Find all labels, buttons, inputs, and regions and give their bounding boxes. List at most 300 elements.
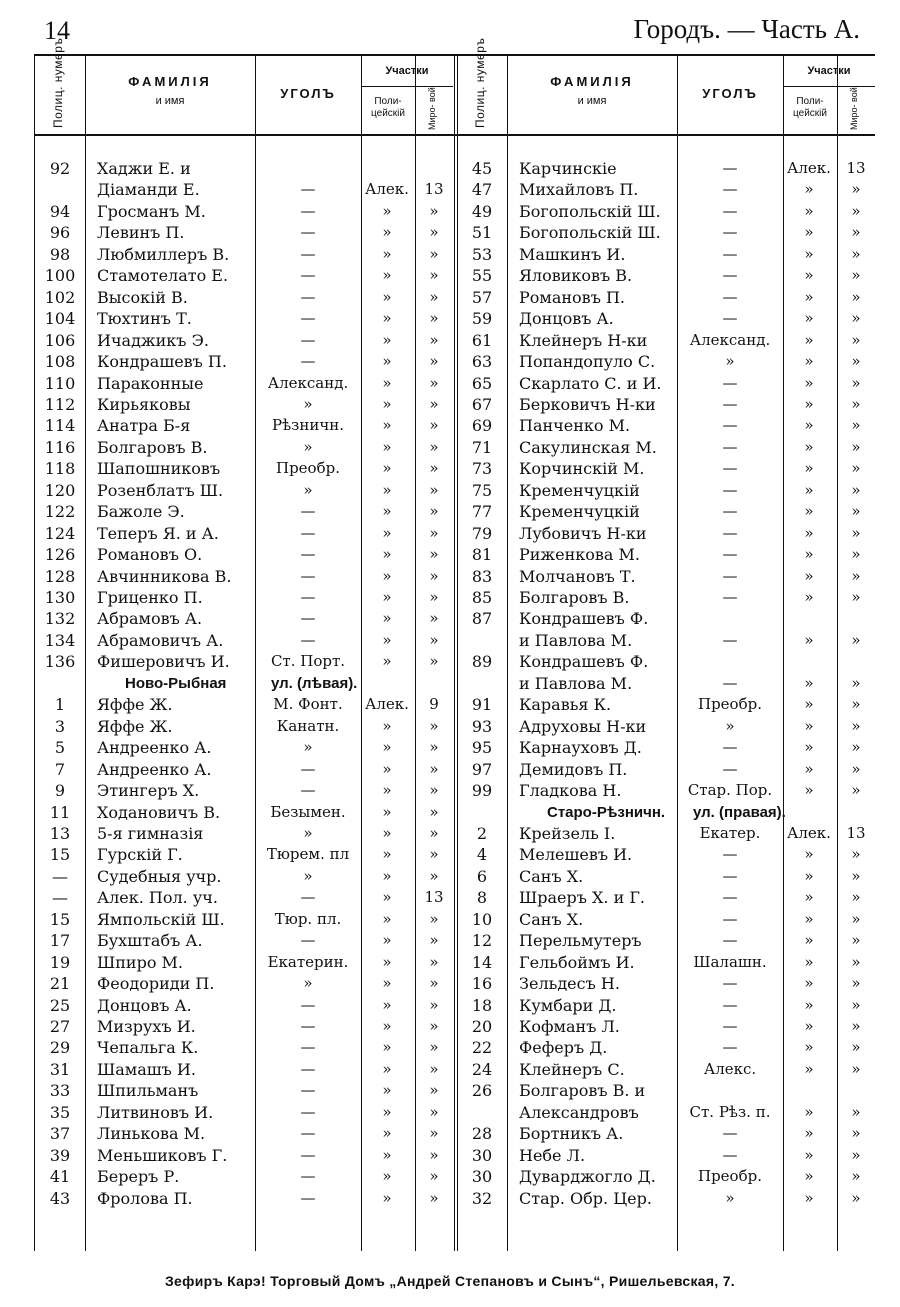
police-number: 67	[471, 394, 493, 414]
mirovoy-district: »	[851, 416, 861, 435]
surname-name: Зельдесъ Н.	[519, 974, 620, 994]
police-number: 24	[471, 1059, 493, 1079]
mirovoy-district: »	[851, 695, 861, 714]
table-row	[457, 930, 875, 951]
mirovoy-district: »	[429, 609, 439, 628]
police-district: »	[804, 716, 814, 735]
corner-street: —	[722, 1017, 738, 1035]
police-district: »	[382, 502, 392, 521]
mirovoy-district: »	[851, 759, 861, 778]
surname-name: Карчинскіе	[519, 159, 617, 178]
police-district: »	[382, 738, 392, 757]
table-row	[35, 780, 455, 801]
table-row	[457, 566, 875, 587]
corner-street: —	[300, 759, 316, 778]
surname-name: Молчановъ Т.	[519, 566, 636, 586]
surname-name: Кумбари Д.	[519, 995, 617, 1015]
surname-name: Богопольскій Ш.	[519, 223, 661, 243]
police-number: 20	[471, 1017, 493, 1036]
corner-street: —	[722, 159, 738, 177]
police-number: 65	[471, 373, 493, 393]
table-row	[457, 887, 875, 908]
surname-name: Лубовичъ Н-ки	[519, 523, 647, 543]
surname-name: Бортникъ А.	[519, 1124, 624, 1144]
police-number: 63	[471, 352, 493, 372]
corner-street: »	[725, 716, 735, 735]
surname-name: Яффе Ж.	[97, 716, 173, 736]
police-number: 47	[471, 180, 493, 200]
police-number: 10	[471, 909, 493, 929]
corner-street: —	[722, 995, 738, 1014]
police-district: »	[804, 502, 814, 521]
surname-name: Линькова М.	[97, 1124, 206, 1144]
police-district: »	[382, 266, 392, 285]
table-row	[35, 394, 455, 415]
police-number: 51	[471, 223, 493, 243]
left-half	[35, 37, 455, 1251]
surname-name: Кирьяковы	[97, 394, 191, 414]
police-district: »	[382, 845, 392, 864]
mirovoy-district: »	[851, 244, 861, 263]
police-district: »	[382, 545, 392, 564]
table-row	[35, 179, 455, 200]
police-district: »	[382, 1102, 392, 1121]
police-number: 116	[44, 437, 76, 457]
police-district: Алек.	[787, 823, 831, 842]
table-row	[457, 823, 875, 844]
police-district: »	[382, 866, 392, 885]
surname-name: Бухштабъ А.	[97, 931, 203, 951]
mirovoy-district: »	[429, 394, 439, 413]
table-row	[457, 1188, 875, 1209]
police-number: 14	[471, 952, 493, 972]
police-district: »	[382, 244, 392, 263]
corner-street: —	[722, 974, 738, 993]
police-district: »	[382, 480, 392, 499]
corner-street: —	[722, 373, 738, 392]
mirovoy-district: »	[429, 931, 439, 950]
police-district: »	[804, 1145, 814, 1164]
table-row	[457, 1145, 875, 1166]
table-row	[457, 673, 875, 694]
police-district: »	[804, 1038, 814, 1057]
table-row	[457, 608, 875, 629]
surname-name: Литвиновъ И.	[97, 1102, 214, 1122]
table-row	[457, 1016, 875, 1037]
surname-name: Болгаровъ В.	[97, 437, 208, 457]
police-district: »	[382, 287, 392, 306]
surname-name: Андреенко А.	[97, 738, 212, 758]
police-number: 71	[471, 437, 493, 457]
police-number: 106	[44, 330, 76, 350]
surname-name: Кондрашевъ Ф.	[519, 609, 649, 629]
mirovoy-district: »	[429, 1124, 439, 1143]
table-row	[457, 265, 875, 286]
police-number: 7	[54, 759, 66, 779]
footer-advertisement: Зефиръ Карэ! Торговый Домъ „Андрей Степановъ и Сынъ“, Ришельевская, 7.	[164, 1273, 735, 1289]
mirovoy-district: »	[851, 1059, 861, 1078]
police-number: 92	[49, 159, 71, 178]
corner-street: Тюр. пл.	[274, 909, 342, 928]
mirovoy-district: »	[851, 888, 861, 907]
police-number: 18	[471, 995, 493, 1015]
police-number: 33	[49, 1081, 71, 1101]
mirovoy-district: »	[851, 781, 861, 800]
police-number: 45	[471, 159, 493, 178]
mirovoy-district: »	[429, 652, 439, 671]
corner-street: Безымен.	[270, 802, 346, 821]
police-number: 35	[49, 1102, 71, 1122]
mirovoy-district: »	[429, 309, 439, 328]
police-number: 69	[471, 416, 493, 436]
mirovoy-district: »	[851, 394, 861, 413]
police-district: »	[382, 416, 392, 435]
police-district: »	[804, 866, 814, 885]
corner-street: —	[722, 394, 738, 413]
corner-street: Александ.	[267, 373, 349, 392]
table-row	[457, 179, 875, 200]
police-number: 3	[54, 716, 66, 736]
table-row	[35, 1059, 455, 1080]
table-row	[457, 1166, 875, 1187]
mirovoy-district: »	[429, 781, 439, 800]
mirovoy-district: »	[851, 352, 861, 371]
police-district: »	[804, 180, 814, 199]
police-district: »	[804, 480, 814, 499]
police-district: »	[382, 437, 392, 456]
police-number: 73	[471, 459, 493, 479]
police-district: »	[804, 373, 814, 392]
mirovoy-district: »	[851, 673, 861, 692]
corner-street: Екатер.	[699, 823, 761, 842]
table-row	[35, 995, 455, 1016]
corner-street: —	[300, 566, 316, 585]
table-row	[35, 887, 455, 908]
table-row	[35, 844, 455, 865]
police-number: 110	[44, 373, 76, 393]
table-row	[35, 802, 455, 823]
police-number: 55	[471, 266, 493, 286]
mirovoy-district: »	[851, 1145, 861, 1164]
table-row	[35, 1037, 455, 1058]
street-heading	[35, 673, 455, 694]
police-number: 118	[44, 459, 76, 479]
mirovoy-district: »	[429, 630, 439, 649]
police-district: »	[382, 759, 392, 778]
mirovoy-district: »	[851, 845, 861, 864]
corner-street: —	[722, 287, 738, 306]
mirovoy-district: »	[851, 630, 861, 649]
police-district: »	[804, 566, 814, 585]
police-number: 22	[471, 1038, 493, 1058]
police-number: 61	[471, 330, 493, 350]
table-row	[35, 1123, 455, 1144]
corner-street: Ст. Рѣз. п.	[689, 1102, 771, 1121]
surname-name: Стар. Обр. Цер.	[519, 1188, 652, 1208]
police-district: »	[804, 223, 814, 242]
police-number: 91	[471, 695, 493, 715]
street-name: Старо-Рѣзничн.	[547, 803, 666, 821]
police-number: 21	[49, 974, 71, 994]
police-number: 49	[471, 201, 493, 221]
right-half	[457, 37, 875, 1251]
corner-street: —	[722, 673, 738, 692]
mirovoy-district: »	[851, 201, 861, 220]
table-row	[457, 716, 875, 737]
table-row	[457, 244, 875, 265]
surname-name: Яловиковъ В.	[519, 266, 633, 286]
corner-street: »	[303, 866, 313, 885]
surname-name: Бажоле Э.	[97, 502, 185, 522]
police-number: 5	[54, 738, 66, 758]
corner-street: —	[722, 545, 738, 564]
corner-street: —	[300, 545, 316, 564]
table-row	[457, 587, 875, 608]
table-row	[457, 759, 875, 780]
police-district: »	[382, 781, 392, 800]
table-row	[35, 458, 455, 479]
mirovoy-district: »	[429, 823, 439, 842]
corner-street: —	[300, 1188, 316, 1207]
police-number: 8	[476, 888, 488, 908]
mirovoy-district: »	[429, 566, 439, 585]
surname-name: Абрамовъ А.	[97, 609, 203, 629]
table-row	[35, 630, 455, 651]
police-district: »	[382, 609, 392, 628]
table-row	[35, 437, 455, 458]
police-number: 13	[49, 823, 71, 843]
mirovoy-district: »	[429, 1188, 439, 1207]
police-number: 41	[49, 1167, 71, 1187]
table-row	[457, 544, 875, 565]
surname-name: Машкинъ И.	[519, 244, 626, 264]
police-district: »	[382, 1038, 392, 1057]
table-row	[457, 1037, 875, 1058]
districts-rule	[783, 86, 875, 87]
mirovoy-district: »	[851, 716, 861, 735]
police-number: 16	[471, 974, 493, 994]
corner-street: —	[722, 309, 738, 328]
police-number: 79	[471, 523, 493, 543]
police-district: »	[804, 352, 814, 371]
table-row	[457, 651, 875, 672]
mirovoy-district: »	[429, 759, 439, 778]
mirovoy-district: »	[851, 1017, 861, 1035]
surname-name: Риженкова М.	[519, 545, 641, 565]
surname-name: Абрамовичъ А.	[97, 630, 224, 650]
table-row	[457, 201, 875, 222]
corner-street: —	[300, 180, 316, 199]
corner-street: »	[303, 738, 313, 757]
table-row	[35, 330, 455, 351]
corner-street: Алекс.	[703, 1059, 757, 1078]
corner-street: —	[722, 459, 738, 478]
table-row	[457, 351, 875, 372]
corner-street: —	[722, 845, 738, 864]
police-number: 31	[49, 1059, 71, 1079]
surname-name: Розенблатъ Ш.	[97, 480, 224, 500]
corner-street: —	[722, 1038, 738, 1057]
surname-name: Тюхтинъ Т.	[97, 309, 192, 329]
surname-name: Теперъ Я. и А.	[97, 523, 219, 543]
mirovoy-district: »	[429, 1017, 439, 1035]
corner-street: —	[722, 866, 738, 885]
police-district: »	[804, 330, 814, 349]
surname-name: Донцовъ А.	[519, 309, 614, 329]
table-row	[35, 373, 455, 394]
police-district: Алек.	[365, 695, 409, 714]
table-row	[35, 1016, 455, 1037]
page-number: 14	[44, 16, 70, 45]
police-number: 39	[49, 1145, 71, 1165]
police-district: »	[804, 545, 814, 564]
surname-name: и Павлова М.	[519, 630, 633, 650]
mirovoy-district: »	[851, 223, 861, 242]
corner-street: —	[300, 931, 316, 950]
surname-name: Дуварджогло Д.	[519, 1167, 656, 1187]
table-row	[457, 694, 875, 715]
surname-name: Андреенко А.	[97, 759, 212, 779]
table-row	[457, 973, 875, 994]
surname-name: Романовъ П.	[519, 287, 625, 307]
mirovoy-district: »	[851, 287, 861, 306]
mirovoy-district: »	[851, 309, 861, 328]
mirovoy-district: »	[851, 909, 861, 928]
police-number: —	[52, 866, 68, 886]
police-number: 114	[44, 416, 76, 436]
mirovoy-district: »	[851, 952, 861, 971]
table-row	[35, 1080, 455, 1101]
police-district: »	[382, 330, 392, 349]
surname-name: Мизрухъ И.	[97, 1017, 196, 1036]
table-row	[35, 201, 455, 222]
col-header-police: Поли- цейскій	[793, 96, 827, 119]
table-row	[457, 780, 875, 801]
mirovoy-district: »	[429, 287, 439, 306]
table-row	[35, 566, 455, 587]
corner-street: —	[300, 588, 316, 606]
police-district: »	[382, 823, 392, 842]
police-district: »	[382, 588, 392, 606]
corner-street: —	[300, 1124, 316, 1143]
table-row	[35, 480, 455, 501]
table-row	[457, 501, 875, 522]
mirovoy-district: 13	[424, 180, 444, 199]
districts-rule	[361, 86, 453, 87]
surname-name: Феферъ Д.	[519, 1038, 608, 1058]
table-row	[457, 373, 875, 394]
mirovoy-district: »	[429, 352, 439, 371]
surname-name: Михайловъ П.	[519, 180, 639, 200]
mirovoy-district: »	[851, 566, 861, 585]
police-number: 122	[44, 502, 76, 522]
police-district: »	[804, 931, 814, 950]
corner-street: Стар. Пор.	[687, 781, 773, 800]
mirovoy-district: »	[851, 931, 861, 950]
table-row	[35, 759, 455, 780]
surname-name: Болгаровъ В. и	[519, 1081, 646, 1101]
police-district: »	[804, 309, 814, 328]
surname-name: Ичаджикъ Э.	[97, 330, 209, 350]
corner-street: »	[725, 352, 735, 371]
surname-name: Параконные	[97, 373, 204, 393]
table-row	[457, 909, 875, 930]
surname-name: Ходановичъ В.	[97, 802, 221, 822]
police-district: »	[382, 223, 392, 242]
corner-street: Шалашн.	[693, 952, 767, 971]
surname-name: Кондрашевъ П.	[97, 352, 227, 372]
col-header-mirovoy: Миро- вой	[427, 87, 437, 130]
corner-street: —	[722, 266, 738, 285]
police-district: »	[804, 287, 814, 306]
surname-name: Кременчуцкій	[519, 502, 640, 522]
mirovoy-district: »	[429, 1145, 439, 1164]
col-header-mirovoy: Миро- вой	[849, 87, 859, 130]
mirovoy-district: »	[429, 502, 439, 521]
mirovoy-district: »	[429, 437, 439, 456]
police-district: »	[382, 888, 392, 907]
mirovoy-district: »	[851, 1167, 861, 1186]
corner-street: —	[722, 759, 738, 778]
police-number: 87	[471, 609, 493, 629]
col-header-name	[85, 74, 255, 107]
corner-street: —	[300, 1038, 316, 1057]
surname-name: Скарлато С. и И.	[519, 373, 662, 393]
mirovoy-district: »	[851, 437, 861, 456]
police-number: 75	[471, 480, 493, 500]
police-district: »	[382, 952, 392, 971]
mirovoy-district: »	[851, 1038, 861, 1057]
mirovoy-district: »	[851, 995, 861, 1014]
police-district: »	[382, 1059, 392, 1078]
table-row	[35, 716, 455, 737]
surname-name: Этингеръ Х.	[97, 781, 200, 801]
police-number: 57	[471, 287, 493, 307]
police-district: »	[804, 266, 814, 285]
mirovoy-district: »	[429, 1102, 439, 1121]
police-district: »	[804, 759, 814, 778]
surname-name: Алек. Пол. уч.	[97, 888, 218, 908]
corner-street: —	[722, 480, 738, 499]
surname-name: Мелешевъ И.	[519, 845, 633, 865]
police-number: 126	[44, 545, 76, 565]
mirovoy-district: »	[851, 480, 861, 499]
table-row	[35, 351, 455, 372]
police-district: »	[804, 974, 814, 993]
mirovoy-district: »	[429, 866, 439, 885]
corner-street: —	[300, 201, 316, 220]
police-number: 32	[471, 1188, 493, 1208]
table-row	[35, 244, 455, 265]
directory-table	[34, 37, 875, 1251]
police-number: 98	[49, 244, 71, 264]
mirovoy-district: »	[429, 545, 439, 564]
table-row	[35, 501, 455, 522]
mirovoy-district: »	[851, 866, 861, 885]
corner-street: —	[722, 630, 738, 649]
mirovoy-district: »	[851, 545, 861, 564]
surname-name: Ямпольскій Ш.	[97, 909, 225, 929]
corner-street: Преобр.	[698, 695, 762, 714]
mirovoy-district: »	[851, 502, 861, 521]
police-number: 9	[54, 781, 66, 801]
table-row	[35, 544, 455, 565]
table-row	[35, 823, 455, 844]
police-district: »	[804, 416, 814, 435]
police-district: »	[382, 373, 392, 392]
corner-street: —	[300, 630, 316, 649]
police-number: 37	[49, 1124, 71, 1144]
